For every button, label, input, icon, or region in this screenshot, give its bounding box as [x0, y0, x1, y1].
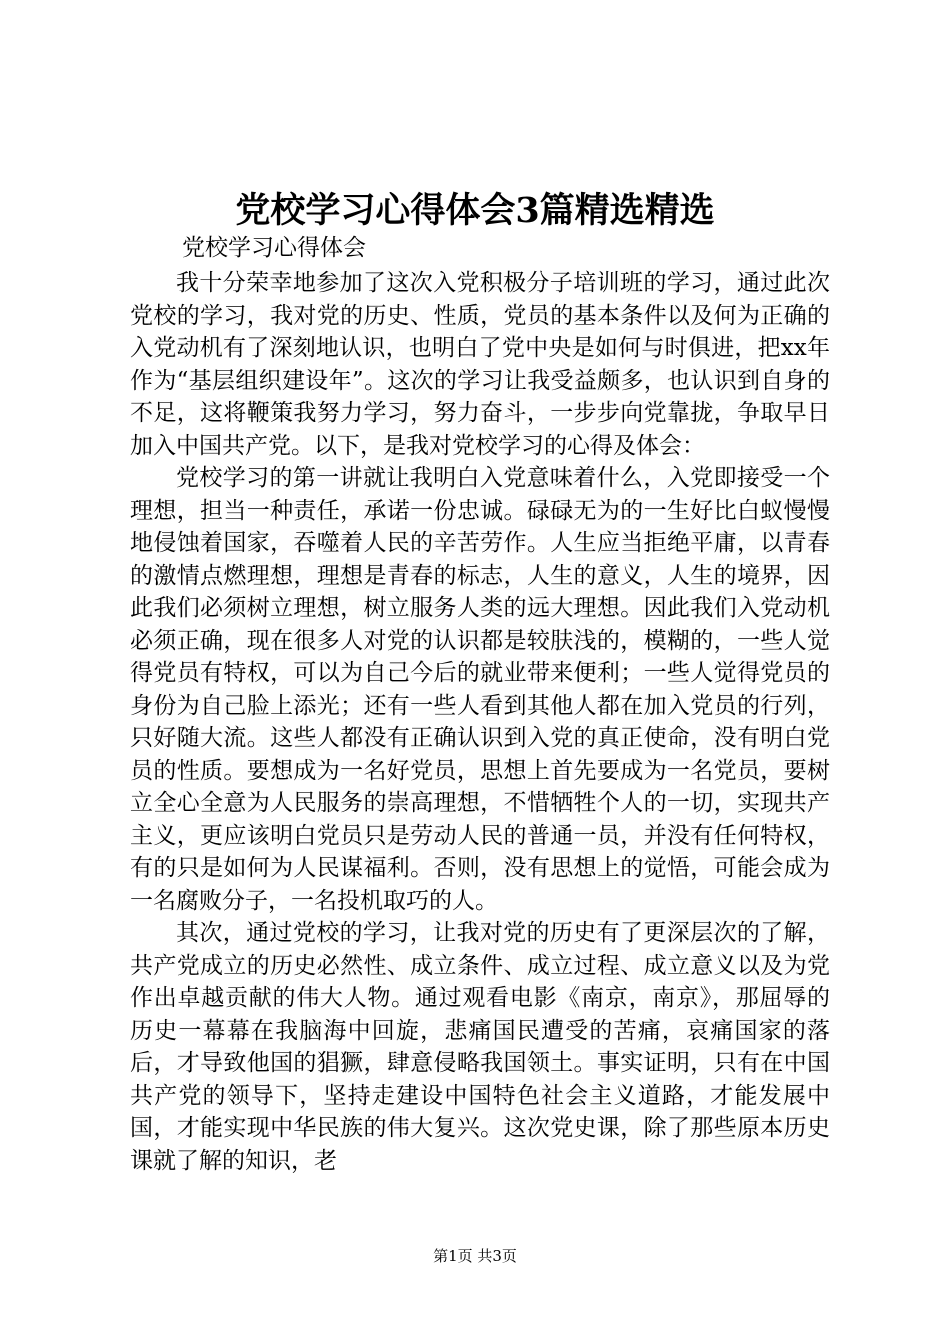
paragraph-2: 党校学习的第一讲就让我明白入党意味着什么，入党即接受一个理想，担当一种责任，承诺一份忠诚。碌碌无为的一生好比白蚁慢慢地侵蚀着国家，吞噬着人民的辛苦劳作。人生应当拒绝平庸，以青春的激情点燃理想，理想是青春的标志，人生的意义，人生的境界，因此我们必须树立理想，树立服务人类的远大理想。因此我们入党动机必须正确，现在很多人对党的认识都是较肤浅的，模糊的，一些人觉得党员有特权，可以为自己今后的就业带来便利；一些人觉得党员的身份为自己脸上添光；还有一些人看到其他人都在加入党员的行列，只好随大流。这些人都没有正确认识到入党的真正使命，没有明白党员的性质。要想成为一名好党员，思想上首先要成为一名党员，要树立全心全意为人民服务的崇高理想，不惜牺牲个人的一切，实现共产主义，更应该明白党员只是劳动人民的普通一员，并没有任何特权，有的只是如何为人民谋福利。否则，没有思想上的觉悟，可能会成为一名腐败分子，一名投机取巧的人。 [130, 465, 830, 914]
paragraph-3: 其次，通过党校的学习，让我对党的历史有了更深层次的了解，共产党成立的历史必然性、成立条件、成立过程、成立意义以及为党作出卓越贡献的伟大人物。通过观看电影《南京，南京》，那屈辱的历史一幕幕在我脑海中回旋，悲痛国民遭受的苦痛，哀痛国家的落后，才导致他国的猖獗，肆意侵略我国领土。事实证明，只有在中国共产党的领导下，坚持走建设中国特色社会主义道路，才能发展中国，才能实现中华民族的伟大复兴。这次党史课，除了那些原本历史课就了解的知识，老 [130, 920, 830, 1174]
page-footer: 第1页 共3页 [433, 1247, 517, 1265]
document-subtitle: 党校学习心得体会 [182, 235, 366, 261]
document-body [130, 267, 830, 1177]
document-title: 党校学习心得体会3篇精选精选 [235, 190, 715, 231]
paragraph-1: 我十分荣幸地参加了这次入党积极分子培训班的学习，通过此次党校的学习，我对党的历史、性质，党员的基本条件以及何为正确的入党动机有了深刻地认识，也明白了党中央是如何与时俱进，把xx年作为“基层组织建设年”。这次的学习让我受益颇多，也认识到自身的不足，这将鞭策我努力学习，努力奋斗，一步步向党靠拢，争取早日加入中国共产党。以下，是我对党校学习的心得及体会： [130, 270, 830, 459]
